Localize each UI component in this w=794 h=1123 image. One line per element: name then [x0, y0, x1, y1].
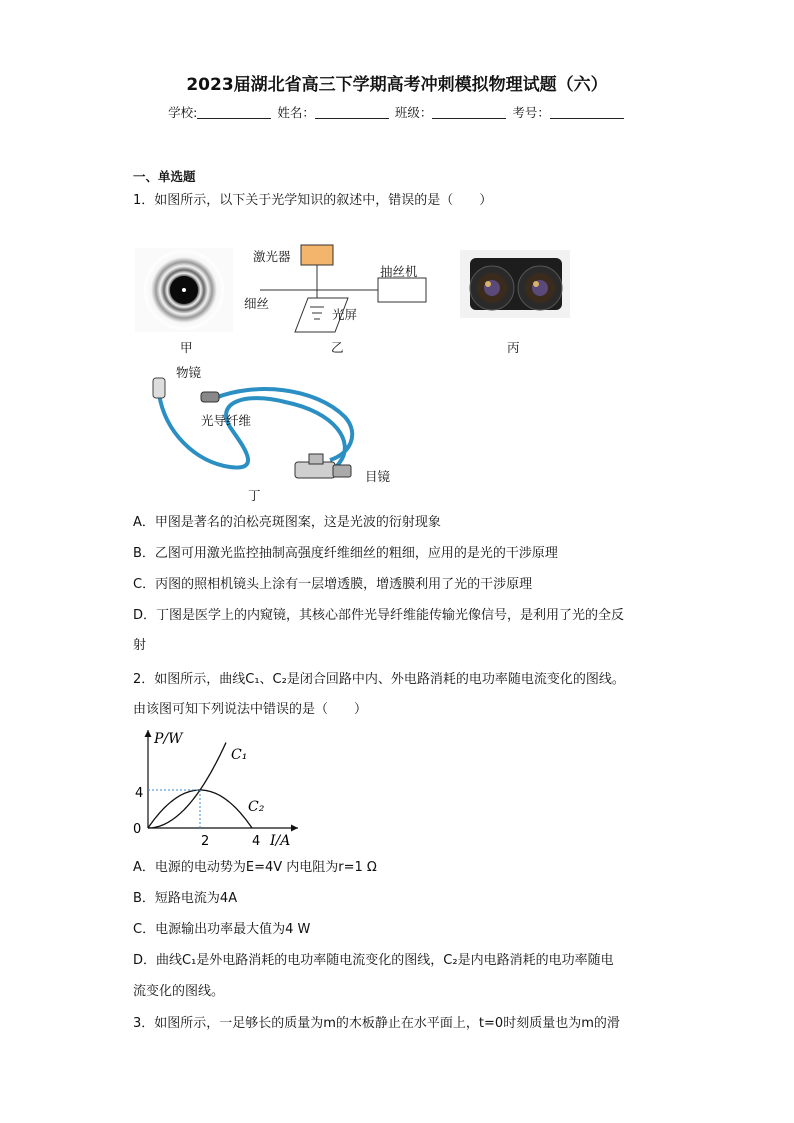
class-blank[interactable] [432, 106, 506, 119]
figure-ding-endoscope [145, 362, 375, 494]
q1-option-c[interactable]: C．丙图的照相机镜头上涂有一层增透膜，增透膜利用了光的干涉原理 [133, 577, 533, 592]
laser-box [301, 245, 333, 265]
class-label: 班级： [394, 105, 433, 120]
label-thin-wire: 细丝 [244, 296, 270, 311]
q2-option-c[interactable]: C．电源输出功率最大值为4 W [133, 922, 311, 937]
name-blank[interactable] [315, 106, 389, 119]
section-heading: 一、单选题 [133, 169, 196, 184]
q2-option-d-cont: 流变化的图线。 [133, 984, 225, 999]
label-screen: 光屏 [332, 307, 358, 322]
q1-option-d-cont: 射 [133, 638, 147, 653]
series-label-c2: C₂ [248, 799, 265, 815]
q3-stem: 3．如图所示，一足够长的质量为m的木板静止在水平面上，t=0时刻质量也为m的滑 [133, 1016, 620, 1031]
objective-tip [153, 378, 165, 398]
y-axis-label: P/W [154, 731, 183, 747]
x-axis-label: I/A [270, 833, 291, 849]
q2-stem-line1: 2．如图所示，曲线C₁、C₂是闭合回路中内、外电路消耗的电功率随电流变化的图线。 [133, 672, 625, 687]
tick-origin: 0 [133, 822, 142, 837]
school-blank[interactable] [197, 106, 271, 119]
label-yi: 乙 [331, 340, 344, 355]
q2-option-a[interactable]: A．电源的电动势为E=4V 内电阻为r=1 Ω [133, 860, 377, 875]
exam-no-label: 考号： [512, 105, 550, 120]
x-tick-4: 4 [252, 834, 261, 849]
label-bing: 丙 [507, 340, 520, 355]
drawer-box [378, 278, 426, 302]
q2-stem-line2: 由该图可知下列说法中错误的是（ ） [133, 702, 368, 717]
q1-option-b[interactable]: B．乙图可用激光监控抽制高强度纤维细丝的粗细，应用的是光的干涉原理 [133, 546, 558, 561]
label-ding: 丁 [248, 488, 261, 503]
school-label: 学校: [168, 105, 198, 120]
figure-bing-camera-lens [460, 250, 570, 318]
q1-option-a[interactable]: A．甲图是著名的泊松亮斑图案，这是光波的衍射现象 [133, 515, 441, 530]
page-title: 2023届湖北省高三下学期高考冲刺模拟物理试题（六） [186, 75, 608, 95]
label-eyepiece: 目镜 [365, 469, 391, 484]
student-info-line [0, 103, 794, 121]
x-tick-2: 2 [201, 834, 210, 849]
q2-option-d[interactable]: D．曲线C₁是外电路消耗的电功率随电流变化的图线，C₂是内电路消耗的电功率随电 [133, 953, 614, 968]
label-laser: 激光器 [253, 249, 291, 264]
label-drawer: 抽丝机 [380, 264, 418, 279]
label-objective: 物镜 [176, 365, 202, 380]
name-label: 姓名： [277, 105, 315, 120]
label-fiber: 光导纤维 [201, 413, 252, 428]
series-curve-1 [148, 743, 226, 829]
figure-jia-poisson-spot [135, 248, 233, 332]
q1-option-d[interactable]: D．丁图是医学上的内窥镜，其核心部件光导纤维能传输光像信号，是利用了光的全反 [133, 608, 625, 623]
exam-no-blank[interactable] [550, 106, 624, 119]
y-tick-4: 4 [135, 786, 144, 801]
power-current-chart [128, 725, 313, 850]
q1-stem: 1．如图所示，以下关于光学知识的叙述中，错误的是（ ） [133, 193, 493, 208]
label-jia: 甲 [180, 340, 193, 355]
q2-option-b[interactable]: B．短路电流为4A [133, 891, 238, 906]
series-label-c1: C₁ [231, 747, 248, 763]
